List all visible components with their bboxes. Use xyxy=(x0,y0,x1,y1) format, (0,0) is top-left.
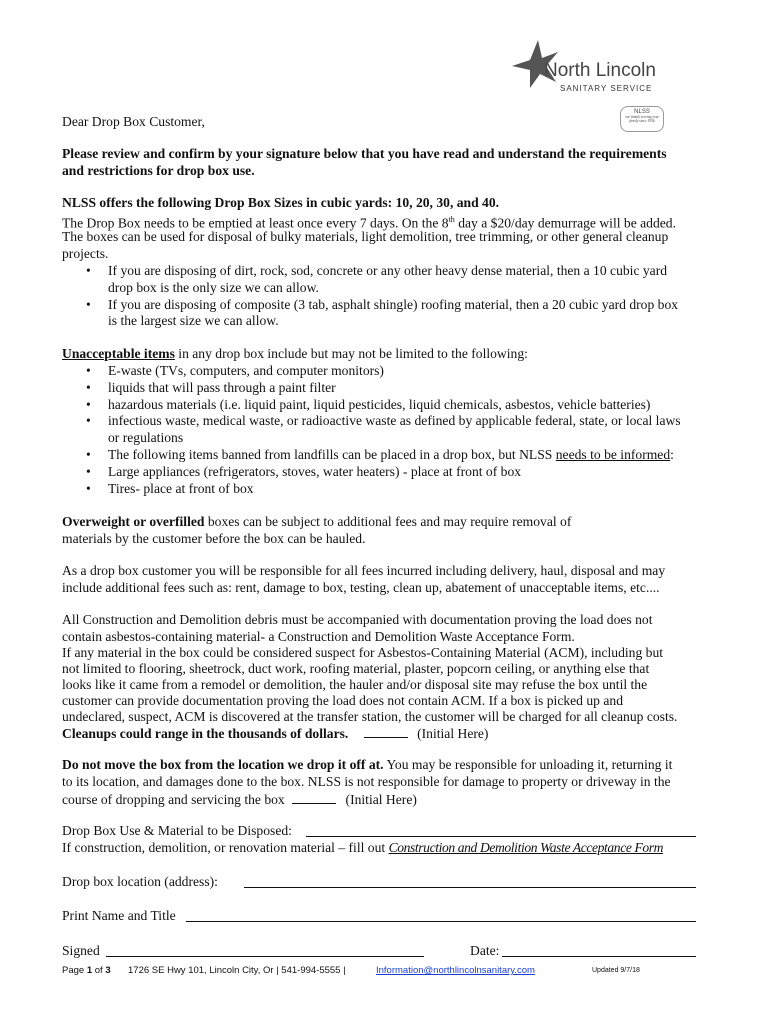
bullet-text: or regulations xyxy=(108,430,184,446)
date-label: Date: xyxy=(470,943,500,958)
construction-line-4: not limited to flooring, sheetrock, duct work, roofing material, plaster, popcorn ceiling, or anything else that xyxy=(62,661,650,676)
banned-underline: needs to be informed xyxy=(555,446,671,462)
nomove-initial-label: (Initial Here) xyxy=(345,792,417,807)
badge-tagline: our family serving your family since 1956 xyxy=(625,115,659,123)
sizes-l1-b: day a $20/day demurrage will be added. xyxy=(454,215,676,231)
logo-brand: North Lincoln xyxy=(544,60,656,81)
date-field[interactable] xyxy=(502,956,696,957)
cleanups-initial-field[interactable] xyxy=(364,725,408,738)
page-of: of xyxy=(92,965,106,976)
logo-subtitle: SANITARY SERVICE xyxy=(560,84,653,93)
overweight-line-2: materials by the customer before the box can be hauled. xyxy=(62,531,366,546)
fees-line-2: include additional fees such as: rent, damage to box, testing, clean up, abatement of unacceptable items, etc.... xyxy=(62,580,660,595)
location-field[interactable] xyxy=(244,887,696,888)
use-note-text: If construction, demolition, or renovation material – fill out xyxy=(62,840,389,855)
construction-line-2: contain asbestos-containing material- a Construction and Demolition Waste Acceptance Form. xyxy=(62,629,575,644)
page-a: Page xyxy=(62,965,87,976)
sizes-l1-sup: th xyxy=(448,215,455,224)
unacceptable-rest: in any drop box include but may not be limited to the following: xyxy=(174,346,528,361)
page-t: 3 xyxy=(105,965,111,976)
footer-email-link[interactable]: Information@northlincolnsanitary.com xyxy=(376,965,535,976)
list-item: • Large appliances (refrigerators, stoves, water heaters) - place at front of box xyxy=(62,464,681,481)
nomove-line-2: to its location, and damages done to the box. NLSS is not responsible for damage to property or driveway in the xyxy=(62,774,671,789)
unacceptable-bullets xyxy=(62,363,681,497)
logo-tagline-badge xyxy=(620,106,664,132)
cleanups-bold: Cleanups could range in the thousands of dollars. xyxy=(62,726,349,741)
list-item: • E-waste (TVs, computers, and computer monitors) xyxy=(62,363,681,380)
construction-line-6: customer can provide documentation proving the load does not contain ACM. If a box is picked up and xyxy=(62,693,623,708)
nomove-rest: You may be responsible for unloading it, returning it xyxy=(383,757,673,772)
cleanups-line xyxy=(62,725,488,743)
location-label: Drop box location (address): xyxy=(62,874,218,889)
construction-line-7: undeclared, suspect, ACM is discovered at the transfer station, the customer will be charged for all cleanup costs. xyxy=(62,709,678,724)
salutation: Dear Drop Box Customer, xyxy=(62,114,205,129)
nomove-initial-field[interactable] xyxy=(292,791,336,804)
list-item xyxy=(62,413,681,447)
page-n: 1 xyxy=(86,965,93,976)
print-name-field[interactable] xyxy=(186,921,696,922)
bullet-text: drop box is the only size we can allow. xyxy=(108,279,319,295)
construction-line-5: looks like it came from a remodel or demolition, the hauler and/or disposal site may refuse the box until the xyxy=(62,677,648,692)
list-item xyxy=(62,263,678,297)
fees-line-1: As a drop box customer you will be responsible for all fees incurred including delivery, haul, disposal and may xyxy=(62,563,666,578)
page-number xyxy=(62,965,111,976)
unacceptable-heading xyxy=(62,346,528,363)
bullet-text: infectious waste, medical waste, or radioactive waste as defined by applicable federal, state, or local laws xyxy=(108,413,681,429)
sizes-l1-a: The Drop Box needs to be emptied at least once every 7 days. On the 8 xyxy=(62,215,449,231)
list-item: • hazardous materials (i.e. liquid paint, liquid pesticides, liquid chemicals, asbestos, vehicle batteries) xyxy=(62,397,681,414)
acceptance-form-link[interactable]: Construction and Demolition Waste Acceptance Form xyxy=(388,840,664,855)
construction-line-1: All Construction and Demolition debris must be accompanied with documentation proving the load does not xyxy=(62,612,653,627)
unacceptable-lead: Unacceptable items xyxy=(62,346,175,361)
nomove-line-3 xyxy=(62,791,417,809)
overweight-lead: Overweight or overfilled xyxy=(62,514,205,529)
footer-address: 1726 SE Hwy 101, Lincoln City, Or | 541-994-5555 | xyxy=(128,965,346,976)
company-logo xyxy=(508,38,668,100)
nomove-line-1 xyxy=(62,757,672,774)
signed-label: Signed xyxy=(62,943,100,958)
nomove-l3-text: course of dropping and servicing the box xyxy=(62,792,285,807)
overweight-rest: boxes can be subject to additional fees and may require removal of xyxy=(204,514,572,529)
intro-line-2: and restrictions for drop box use. xyxy=(62,163,255,178)
banned-c: : xyxy=(670,446,674,462)
sizes-line-2: The boxes can be used for disposal of bulky materials, light demolition, tree trimming, or other general cleanup xyxy=(62,229,669,244)
use-note xyxy=(62,840,663,857)
intro-line-1: Please review and confirm by your signature below that you have read and understand the requirements xyxy=(62,146,667,161)
cleanups-initial-label: (Initial Here) xyxy=(417,726,489,741)
bullet-text: If you are disposing of composite (3 tab, asphalt shingle) roofing material, then a 20 cubic yard drop box xyxy=(108,296,679,312)
bullet-text: is the largest size we can allow. xyxy=(108,313,279,329)
bullet-text: If you are disposing of dirt, rock, sod, concrete or any other heavy dense material, then a 10 cubic yard xyxy=(108,263,668,278)
construction-line-3: If any material in the box could be considered suspect for Asbestos-Containing Material (ACM), including but xyxy=(62,645,664,660)
badge-text: NLSS xyxy=(634,109,650,115)
list-item: • Tires- place at front of box xyxy=(62,481,681,498)
sizes-bullets xyxy=(62,263,678,330)
signature-field[interactable] xyxy=(106,956,424,957)
sizes-line-3: projects. xyxy=(62,246,109,261)
print-name-label: Print Name and Title xyxy=(62,908,176,923)
nomove-bold: Do not move the box from the location we drop it off at. xyxy=(62,757,384,772)
sizes-heading: NLSS offers the following Drop Box Sizes in cubic yards: 10, 20, 30, and 40. xyxy=(62,195,500,210)
list-item xyxy=(62,447,681,464)
footer-updated: Updated 9/7/18 xyxy=(592,967,640,974)
overweight-line-1 xyxy=(62,514,571,531)
list-item xyxy=(62,297,678,331)
use-label: Drop Box Use & Material to be Disposed: xyxy=(62,823,292,838)
use-field[interactable] xyxy=(306,836,696,837)
banned-a: The following items banned from landfills can be placed in a drop box, but NLSS xyxy=(108,446,556,462)
list-item: • liquids that will pass through a paint filter xyxy=(62,380,681,397)
